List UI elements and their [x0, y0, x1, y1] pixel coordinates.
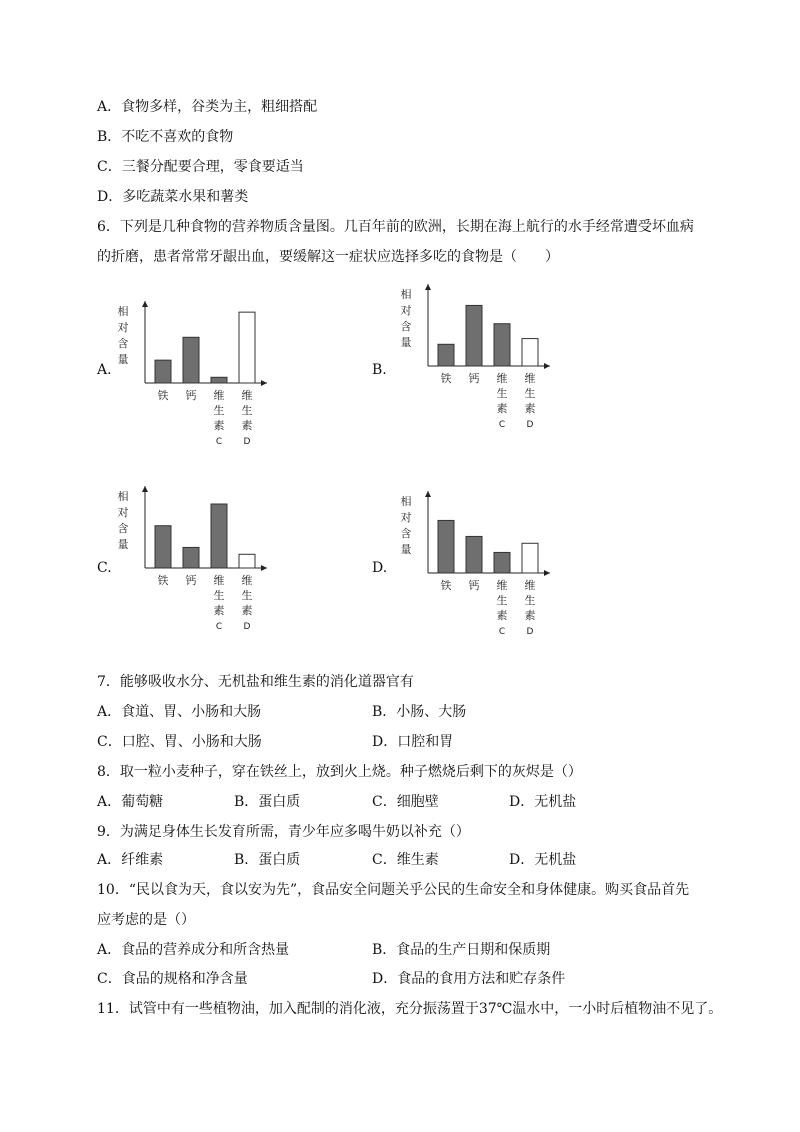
chart-a-option-label: A.	[97, 362, 112, 378]
q10-option-c: C．食品的规格和净含量	[97, 971, 248, 987]
category-label-char: 维	[496, 579, 508, 592]
category-label-char: 维	[524, 372, 536, 385]
category-label-char: 生	[241, 404, 253, 417]
q9-option-b: B．蛋白质	[234, 852, 301, 868]
category-label-char: 素	[241, 419, 253, 432]
y-axis-label-char: 相	[117, 490, 129, 503]
bar-3	[494, 324, 510, 366]
q7-option-c: C．口腔、胃、小肠和大肠	[97, 734, 262, 750]
x-axis-arrow	[544, 363, 550, 369]
q6-stem-line1: 6．下列是几种食物的营养物质含量图。几百年前的欧洲，长期在海上航行的水手经常遭受坏血病	[97, 219, 694, 235]
bar-4	[522, 339, 538, 366]
y-axis-label-char: 量	[400, 543, 412, 556]
category-label-char: D	[243, 437, 251, 447]
q7-option-b: B．小肠、大肠	[372, 704, 467, 720]
category-label-char: D	[526, 420, 534, 430]
y-axis-label-char: 对	[117, 506, 129, 519]
y-axis-arrow	[425, 491, 431, 497]
q9-option-d: D．无机盐	[509, 852, 577, 868]
q7-stem: 7．能够吸收水分、无机盐和维生素的消化道器官有	[97, 674, 414, 690]
chart-c-option-label: C.	[97, 560, 112, 576]
q10-option-a: A．食品的营养成分和所含热量	[97, 942, 290, 958]
y-axis-label-char: 量	[117, 538, 129, 551]
q8-option-c: C．细胞壁	[372, 794, 439, 810]
y-axis-arrow	[142, 486, 148, 492]
q7-option-d: D．口腔和胃	[372, 734, 454, 750]
bar-1	[155, 360, 171, 383]
q9-stem: 9．为满足身体生长发育所需，青少年应多喝牛奶以补充（）	[97, 824, 470, 840]
q7-option-a: A．食道、胃、小肠和大肠	[97, 704, 262, 720]
y-axis-arrow	[425, 284, 431, 290]
q5-option-c: C．三餐分配要合理，零食要适当	[97, 159, 304, 175]
category-label-char: 钙	[185, 389, 197, 402]
category-label-char: 钙	[468, 579, 480, 592]
category-label-char: 生	[496, 594, 508, 607]
q9-option-c: C．维生素	[372, 852, 439, 868]
bar-4	[239, 554, 255, 568]
category-label-char: 维	[496, 372, 508, 385]
category-label-char: 生	[524, 594, 536, 607]
bar-2	[466, 536, 482, 573]
category-label-char: 素	[213, 604, 225, 617]
chart-d-option-label: D.	[372, 560, 388, 576]
bar-3	[211, 504, 227, 568]
category-label-char: 铁	[157, 574, 169, 587]
category-label-char: 生	[213, 589, 225, 602]
bar-chart-d	[398, 485, 558, 655]
y-axis-label-char: 相	[400, 288, 412, 301]
category-label-char: C	[215, 437, 223, 447]
x-axis-arrow	[261, 380, 267, 386]
bar-chart-a	[115, 295, 275, 455]
category-label-char: 素	[524, 609, 536, 622]
y-axis-label-char: 含	[117, 337, 129, 350]
y-axis-label-char: 对	[117, 321, 129, 334]
q8-option-a: A．葡萄糖	[97, 794, 164, 810]
category-label-char: 素	[524, 402, 536, 415]
bar-2	[183, 547, 199, 568]
category-label-char: 铁	[157, 389, 169, 402]
category-label-char: 生	[241, 589, 253, 602]
y-axis-label-char: 对	[400, 304, 412, 317]
bar-chart-c	[115, 480, 275, 650]
y-axis-label-char: 相	[117, 305, 129, 318]
y-axis-label-char: 含	[400, 527, 412, 540]
q5-option-b: B．不吃不喜欢的食物	[97, 129, 234, 145]
category-label-char: 钙	[185, 574, 197, 587]
q10-option-b: B．食品的生产日期和保质期	[372, 942, 551, 958]
bar-1	[155, 526, 171, 568]
category-label-char: 维	[241, 574, 253, 587]
bar-2	[183, 337, 199, 383]
q8-option-d: D．无机盐	[509, 794, 577, 810]
category-label-char: 维	[524, 579, 536, 592]
category-label-char: 素	[213, 419, 225, 432]
category-label-char: 维	[213, 389, 225, 402]
category-label-char: D	[526, 627, 534, 637]
y-axis-label-char: 含	[117, 522, 129, 535]
y-axis-label-char: 含	[400, 320, 412, 333]
category-label-char: 维	[213, 574, 225, 587]
bar-4	[522, 543, 538, 573]
q10-stem-line1: 10．“民以食为天，食以安为先”，食品安全问题关乎公民的生命安全和身体健康。购买食品首先	[97, 882, 690, 898]
category-label-char: 铁	[440, 579, 452, 592]
x-axis-arrow	[261, 565, 267, 571]
q9-option-a: A．纤维素	[97, 852, 164, 868]
y-axis-label-char: 对	[400, 511, 412, 524]
q10-option-d: D．食品的食用方法和贮存条件	[372, 971, 566, 987]
category-label-char: 素	[496, 609, 508, 622]
category-label-char: C	[498, 627, 506, 637]
category-label-char: 铁	[440, 372, 452, 385]
bar-chart-b	[398, 278, 558, 453]
q11-stem: 11．试管中有一些植物油，加入配制的消化液，充分振荡置于37℃温水中，一小时后植物油不见了。	[97, 1001, 723, 1017]
category-label-char: 生	[213, 404, 225, 417]
q5-option-d: D．多吃蔬菜水果和薯类	[97, 189, 249, 205]
category-label-char: 生	[524, 387, 536, 400]
q5-option-a: A．食物多样，谷类为主，粗细搭配	[97, 99, 318, 115]
category-label-char: 维	[241, 389, 253, 402]
q8-stem: 8．取一粒小麦种子，穿在铁丝上，放到火上烧。种子燃烧后剩下的灰烬是（）	[97, 764, 582, 780]
q6-stem-line2: 的折磨，患者常常牙龈出血，要缓解这一症状应选择多吃的食物是（ ）	[97, 249, 559, 265]
category-label-char: 生	[496, 387, 508, 400]
bar-4	[239, 312, 255, 383]
y-axis-label-char: 相	[400, 495, 412, 508]
chart-b-option-label: B.	[372, 362, 387, 378]
x-axis-arrow	[544, 570, 550, 576]
y-axis-label-char: 量	[400, 336, 412, 349]
category-label-char: 素	[241, 604, 253, 617]
q8-option-b: B．蛋白质	[234, 794, 301, 810]
bar-1	[438, 344, 454, 366]
bar-3	[494, 552, 510, 573]
category-label-char: D	[243, 622, 251, 632]
y-axis-arrow	[142, 301, 148, 307]
category-label-char: 钙	[468, 372, 480, 385]
bar-2	[466, 305, 482, 366]
q10-stem-line2: 应考虑的是（）	[97, 912, 195, 928]
bar-1	[438, 520, 454, 573]
y-axis-label-char: 量	[117, 353, 129, 366]
category-label-char: C	[215, 622, 223, 632]
bar-3	[211, 377, 227, 383]
category-label-char: C	[498, 420, 506, 430]
category-label-char: 素	[496, 402, 508, 415]
